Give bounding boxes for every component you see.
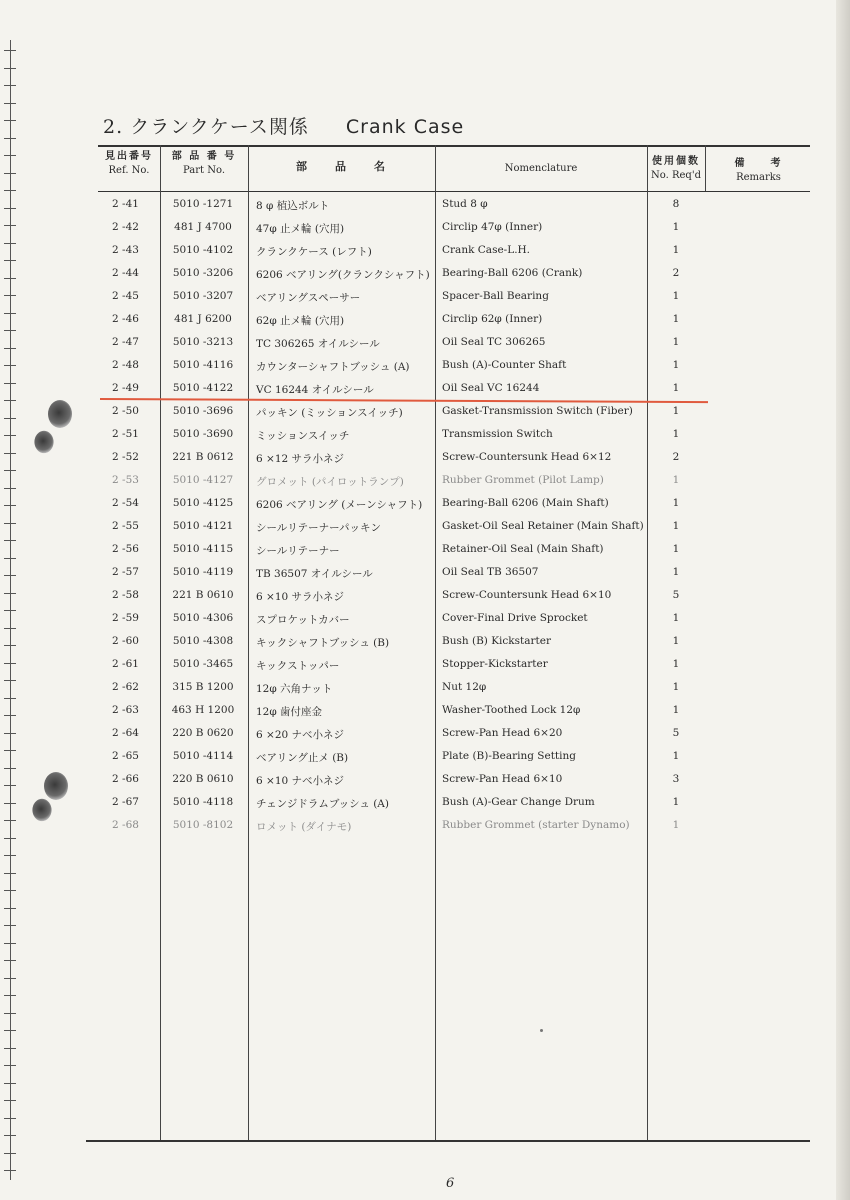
ref-number: 2 -64 [112,727,139,739]
nomenclature: Rubber Grommet (Pilot Lamp) [442,474,604,486]
ref-number: 2 -68 [112,819,139,831]
section-title-jp: クランクケース関係 [130,116,309,138]
nomenclature: Screw-Pan Head 6×20 [442,727,563,739]
table-row [0,399,850,422]
table-row [0,744,850,767]
table-row [0,307,850,330]
table-row [0,238,850,261]
margin-tick [4,943,16,944]
margin-tick [4,68,16,69]
part-name-jp: ロメット (ダイナモ) [256,821,352,833]
ref-number: 2 -61 [112,658,139,670]
ref-number: 2 -63 [112,704,139,716]
margin-tick [4,190,16,191]
margin-tick [4,925,16,926]
part-name-jp: 6 ×10 ナベ小ネジ [256,775,345,787]
margin-tick [4,908,16,909]
nomenclature: Crank Case-L.H. [442,244,531,256]
nomenclature: Nut 12φ [442,681,487,693]
nomenclature: Stopper-Kickstarter [442,658,548,670]
margin-tick [4,1170,16,1171]
table-row [0,537,850,560]
part-number: 221 B 0610 [172,589,234,601]
part-number: 5010 -4115 [172,543,234,555]
nomenclature: Screw-Countersunk Head 6×12 [442,451,612,463]
table-row [0,261,850,284]
part-number: 463 H 1200 [171,704,235,716]
nomenclature: Bush (A)-Counter Shaft [442,359,567,371]
speck [540,1029,543,1032]
part-number: 315 B 1200 [172,681,234,693]
nomenclature: Gasket-Transmission Switch (Fiber) [442,405,633,417]
part-number: 5010 -4118 [172,796,234,808]
page-number: 6 [446,1176,455,1191]
table-row [0,790,850,813]
margin-tick [4,1135,16,1136]
margin-tick [4,173,16,174]
table-row [0,698,850,721]
margin-tick [4,1065,16,1066]
quantity: 1 [672,520,680,532]
quantity: 1 [672,796,680,808]
part-name-jp: ベアリング止メ (B) [256,752,349,764]
part-name-jp: 12φ 六角ナット [256,683,333,695]
part-number: 5010 -4122 [172,382,234,394]
quantity: 1 [672,336,680,348]
part-number: 5010 -3207 [172,290,234,302]
quantity: 1 [672,681,680,693]
part-number: 5010 -3696 [172,405,234,417]
nomenclature: Oil Seal TB 36507 [442,566,539,578]
quantity: 2 [672,451,680,463]
table-row [0,767,850,790]
nomenclature: Transmission Switch [442,428,553,440]
quantity: 1 [672,819,680,831]
header-remarks: 備 考 Remarks [734,158,783,183]
margin-tick [4,1153,16,1154]
section-title [103,112,464,139]
part-name-jp: 6206 ベアリング (メーンシャフト) [256,499,423,511]
ref-number: 2 -53 [112,474,139,486]
ref-number: 2 -45 [112,290,139,302]
quantity: 1 [672,405,680,417]
margin-tick [4,960,16,961]
nomenclature: Stud 8 φ [442,198,488,210]
quantity: 1 [672,244,680,256]
table-row [0,376,850,399]
ref-number: 2 -66 [112,773,139,785]
table-row [0,192,850,215]
nomenclature: Bearing-Ball 6206 (Main Shaft) [442,497,609,509]
part-name-jp: スプロケットカバー [256,614,350,626]
part-number: 5010 -4127 [172,474,234,486]
part-name-jp: VC 16244 オイルシール [256,384,374,396]
part-name-jp: パッキン (ミッションスイッチ) [256,407,403,419]
header-part-no: 部 品 番 号 Part No. [171,151,237,176]
ref-number: 2 -48 [112,359,139,371]
table-row [0,606,850,629]
part-name-jp: 8 φ 植込ボルト [256,200,330,212]
part-name-jp: シールリテーナー [256,545,340,557]
nomenclature: Bush (B) Kickstarter [442,635,551,647]
ref-number: 2 -44 [112,267,139,279]
table-row [0,330,850,353]
part-number: 5010 -4114 [172,750,234,762]
margin-tick [4,873,16,874]
quantity: 1 [672,658,680,670]
quantity: 1 [672,290,680,302]
ref-number: 2 -62 [112,681,139,693]
quantity: 1 [672,474,680,486]
table-row [0,215,850,238]
quantity: 5 [672,589,680,601]
quantity: 1 [672,566,680,578]
quantity: 3 [672,773,680,785]
part-number: 220 B 0610 [172,773,234,785]
table-row [0,675,850,698]
margin-tick [4,120,16,121]
table-row [0,468,850,491]
part-number: 5010 -4119 [172,566,234,578]
part-number: 481 J 4700 [174,221,232,233]
ref-number: 2 -41 [112,198,139,210]
table-row [0,560,850,583]
part-name-jp: 62φ 止メ輪 (穴用) [256,315,345,327]
table-top-rule [98,145,810,147]
margin-tick [4,995,16,996]
part-name-jp: 6 ×10 サラ小ネジ [256,591,345,603]
table-row [0,284,850,307]
margin-tick [4,1013,16,1014]
quantity: 1 [672,750,680,762]
nomenclature: Circlip 47φ (Inner) [442,221,543,233]
ref-number: 2 -59 [112,612,139,624]
part-name-jp: シールリテーナーパッキン [256,522,381,534]
quantity: 1 [672,612,680,624]
ref-number: 2 -60 [112,635,139,647]
part-number: 220 B 0620 [172,727,234,739]
nomenclature: Screw-Countersunk Head 6×10 [442,589,612,601]
margin-tick [4,1100,16,1101]
header-qty: 使用個数 No. Req'd [651,156,701,181]
quantity: 1 [672,221,680,233]
quantity: 1 [672,543,680,555]
quantity: 1 [672,704,680,716]
margin-tick [4,50,16,51]
part-name-jp: カウンターシャフトブッシュ (A) [256,361,410,373]
ref-number: 2 -67 [112,796,139,808]
quantity: 1 [672,497,680,509]
section-title-en: Crank Case [345,116,465,138]
margin-tick [4,978,16,979]
ref-number: 2 -54 [112,497,139,509]
table-row [0,583,850,606]
nomenclature: Circlip 62φ (Inner) [442,313,543,325]
margin-tick [4,1083,16,1084]
part-name-jp: チェンジドラムブッシュ (A) [256,798,389,810]
section-number: 2. [103,116,124,138]
part-name-jp: TB 36507 オイルシール [256,568,373,580]
part-name-jp: ベアリングスペーサー [256,292,361,304]
ref-number: 2 -52 [112,451,139,463]
margin-tick [4,890,16,891]
quantity: 1 [672,359,680,371]
header-name-jp: 部 品 名 [296,160,387,173]
nomenclature: Plate (B)-Bearing Setting [442,750,576,762]
table-row [0,514,850,537]
table-row [0,491,850,514]
quantity: 1 [672,313,680,325]
quantity: 2 [672,267,680,279]
quantity: 1 [672,635,680,647]
ref-number: 2 -58 [112,589,139,601]
header-ref: 見出番号 Ref. No. [105,151,153,176]
quantity: 8 [672,198,680,210]
header-nomenclature: Nomenclature [504,163,578,174]
part-number: 5010 -3690 [172,428,234,440]
part-number: 5010 -4125 [172,497,234,509]
part-number: 5010 -3465 [172,658,234,670]
nomenclature: Cover-Final Drive Sprocket [442,612,588,624]
nomenclature: Washer-Toothed Lock 12φ [442,704,581,716]
part-number: 5010 -4121 [172,520,234,532]
ref-number: 2 -43 [112,244,139,256]
margin-tick [4,138,16,139]
quantity: 5 [672,727,680,739]
margin-tick [4,1048,16,1049]
ref-number: 2 -65 [112,750,139,762]
part-number: 5010 -4116 [172,359,234,371]
ref-number: 2 -49 [112,382,139,394]
margin-tick [4,855,16,856]
part-name-jp: クランクケース (レフト) [256,246,372,258]
table-row [0,629,850,652]
part-number: 5010 -4102 [172,244,234,256]
part-number: 5010 -4308 [172,635,234,647]
part-name-jp: キックシャフトブッシュ (B) [256,637,390,649]
part-name-jp: 6 ×12 サラ小ネジ [256,453,345,465]
table-row [0,353,850,376]
margin-tick [4,85,16,86]
part-number: 5010 -3213 [172,336,234,348]
nomenclature: Spacer-Ball Bearing [442,290,549,302]
part-name-jp: 12φ 歯付座金 [256,706,323,718]
part-number: 5010 -8102 [172,819,234,831]
part-number: 481 J 6200 [174,313,232,325]
margin-tick [4,103,16,104]
ref-number: 2 -57 [112,566,139,578]
margin-tick [4,1030,16,1031]
nomenclature: Bearing-Ball 6206 (Crank) [442,267,583,279]
table-bottom-rule [86,1140,810,1142]
ref-number: 2 -51 [112,428,139,440]
ref-number: 2 -42 [112,221,139,233]
ref-number: 2 -46 [112,313,139,325]
ref-number: 2 -50 [112,405,139,417]
table-row [0,652,850,675]
margin-tick [4,155,16,156]
nomenclature: Rubber Grommet (starter Dynamo) [442,819,630,831]
part-number: 5010 -3206 [172,267,234,279]
nomenclature: Bush (A)-Gear Change Drum [442,796,595,808]
table-row [0,422,850,445]
part-number: 5010 -4306 [172,612,234,624]
part-name-jp: 6206 ベアリング(クランクシャフト) [256,269,430,281]
quantity: 1 [672,382,680,394]
part-name-jp: ミッションスイッチ [256,430,350,442]
part-name-jp: グロメット (パイロットランプ) [256,476,404,488]
margin-tick [4,1118,16,1119]
part-name-jp: 47φ 止メ輪 (穴用) [256,223,345,235]
margin-tick [4,838,16,839]
nomenclature: Retainer-Oil Seal (Main Shaft) [442,543,604,555]
part-number: 221 B 0612 [172,451,234,463]
ref-number: 2 -55 [112,520,139,532]
nomenclature: Oil Seal VC 16244 [442,382,540,394]
ref-number: 2 -56 [112,543,139,555]
nomenclature: Gasket-Oil Seal Retainer (Main Shaft) [442,520,644,532]
quantity: 1 [672,428,680,440]
table-row [0,813,850,836]
part-name-jp: TC 306265 オイルシール [256,338,380,350]
part-name-jp: キックストッパー [256,660,340,672]
part-name-jp: 6 ×20 ナベ小ネジ [256,729,345,741]
nomenclature: Oil Seal TC 306265 [442,336,546,348]
nomenclature: Screw-Pan Head 6×10 [442,773,563,785]
part-number: 5010 -1271 [172,198,234,210]
column-divider [705,145,706,191]
table-row [0,445,850,468]
ref-number: 2 -47 [112,336,139,348]
table-row [0,721,850,744]
